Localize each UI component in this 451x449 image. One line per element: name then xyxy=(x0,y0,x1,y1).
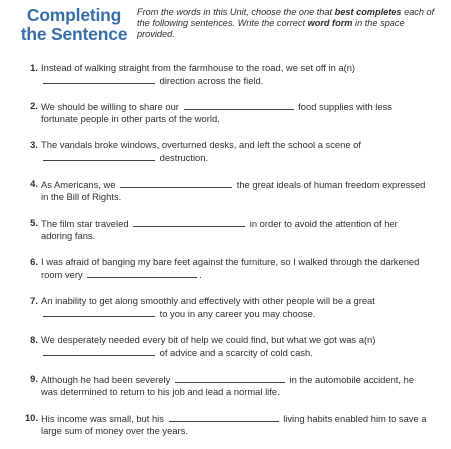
answer-blank[interactable] xyxy=(169,412,279,422)
item-text-before: Although he had been severely xyxy=(41,374,171,385)
heading-line-1: Completing xyxy=(26,5,122,25)
directions-bold-1: best completes xyxy=(334,7,402,17)
item-text-before: As Americans, we xyxy=(41,179,116,190)
directions-part-1: From the words in this Unit, choose the one that xyxy=(137,7,335,17)
item-number: 5. xyxy=(30,217,38,228)
answer-blank[interactable] xyxy=(184,100,294,110)
item-text-after: food supplies with less fortunate people in other parts of the world. xyxy=(41,101,392,124)
item-text xyxy=(41,412,431,437)
section-heading xyxy=(18,6,130,44)
item-number: 8. xyxy=(30,334,38,345)
answer-blank[interactable] xyxy=(43,74,155,84)
item-text xyxy=(41,178,431,203)
item-number: 2. xyxy=(30,100,38,111)
item-text xyxy=(41,217,431,242)
answer-blank[interactable] xyxy=(87,268,197,278)
item-text-before: We should be willing to share our xyxy=(41,101,179,112)
item-number: 6. xyxy=(30,256,38,267)
answer-blank[interactable] xyxy=(120,178,232,188)
answer-blank[interactable] xyxy=(43,307,155,317)
item-text-after: in the automobile accident, he was determined to return to his job and lead a normal life. xyxy=(41,374,415,397)
item-text-after: direction across the field. xyxy=(159,75,264,86)
item-text-before: His income was small, but his xyxy=(41,413,164,424)
answer-blank[interactable] xyxy=(133,217,245,227)
directions-part-3: in the space provided. xyxy=(137,18,405,39)
directions-part-2: each of the following sentences. Write the correct xyxy=(137,7,435,28)
item-text-before: The film star traveled xyxy=(41,218,129,229)
answer-blank[interactable] xyxy=(43,346,155,356)
item-text-after: destruction. xyxy=(159,152,209,163)
item-number: 1. xyxy=(30,62,38,73)
item-text-after: . xyxy=(199,269,202,280)
heading-line-2: the Sentence xyxy=(20,24,128,44)
item-text-after: living habits enabled him to save a large sum of money over the years. xyxy=(41,413,427,436)
answer-blank[interactable] xyxy=(43,151,155,161)
item-text xyxy=(41,100,431,125)
directions-text xyxy=(137,7,442,40)
item-text xyxy=(41,334,431,359)
item-text-after: to you in any career you may choose. xyxy=(159,308,316,319)
item-text-after: in order to avoid the attention of her adoring fans. xyxy=(41,218,398,241)
item-number: 9. xyxy=(30,373,38,384)
item-text-before: Instead of walking straight from the farmhouse to the road, we set off in a(n) xyxy=(41,62,356,73)
item-text-after: the great ideals of human freedom expressed in the Bill of Rights. xyxy=(41,179,426,202)
item-number: 10. xyxy=(24,412,38,423)
item-text xyxy=(41,256,431,281)
directions-bold-2: word form xyxy=(307,18,353,28)
item-text-before: The vandals broke windows, overturned desks, and left the school a scene of xyxy=(41,139,361,150)
item-text-before: An inability to get along smoothly and effectively with other people will be a great xyxy=(41,295,375,306)
section-header xyxy=(18,6,448,50)
item-number: 3. xyxy=(30,139,38,150)
item-number: 7. xyxy=(30,295,38,306)
item-text-before: I was afraid of banging my bare feet against the furniture, so I walked through the darkened room very xyxy=(41,256,420,280)
item-text-after: of advice and a scarcity of cold cash. xyxy=(159,347,313,358)
item-number: 4. xyxy=(30,178,38,189)
answer-blank[interactable] xyxy=(175,373,285,383)
item-text xyxy=(41,62,431,87)
item-text xyxy=(41,373,431,398)
item-text xyxy=(41,139,431,164)
item-text-before: We desperately needed every bit of help we could find, but what we got was a(n) xyxy=(41,334,376,345)
item-text xyxy=(41,295,431,320)
